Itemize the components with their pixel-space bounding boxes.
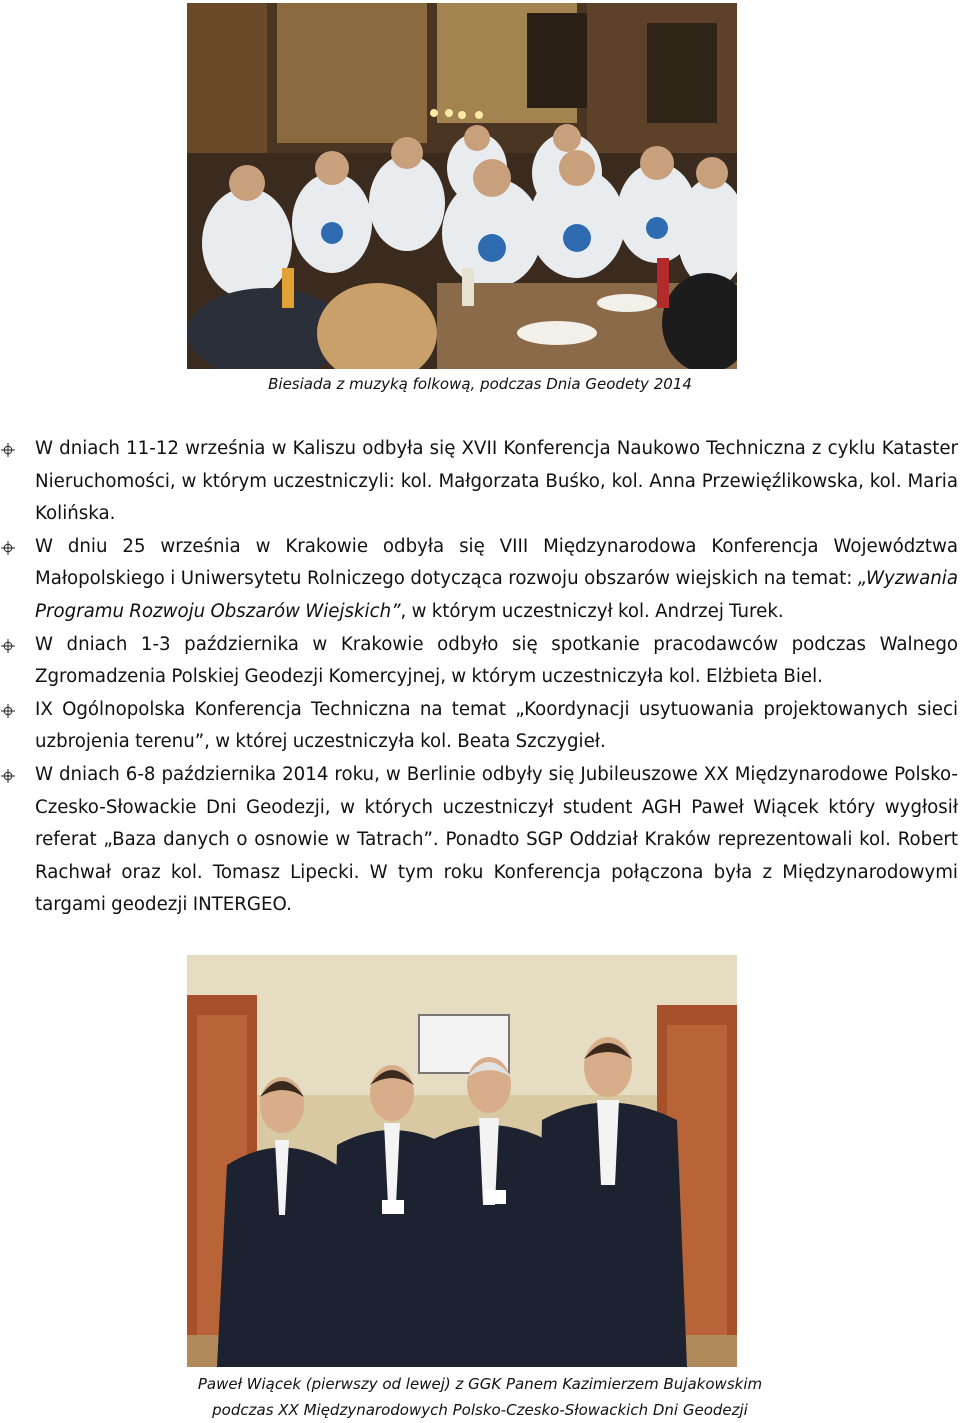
list-item-text: IX Ogólnopolska Konferencja Techniczna na temat „Koordynacji usytuowania projektowanych sieci uzbrojenia terenu”, w której uczestniczyła kol. Beata Szczygieł. xyxy=(35,698,958,753)
list-item xyxy=(0,759,960,922)
list-item xyxy=(0,531,960,629)
crosshair-bullet-icon xyxy=(1,443,15,457)
list-item xyxy=(0,694,960,759)
crosshair-bullet-icon xyxy=(1,541,15,555)
crosshair-bullet-icon xyxy=(1,704,15,718)
banquet-photo xyxy=(187,3,737,369)
crosshair-bullet-icon xyxy=(1,769,15,783)
conference-title: „Wyzwania Programu Rozwoju Obszarów Wiejskich” xyxy=(35,568,958,622)
list-item xyxy=(0,629,960,694)
list-item-text: W dniu 25 września w Krakowie odbyła się VIII Międzynarodowa Konferencja Województwa Małopolskiego i Uniwersytetu Rolniczego dotycząca rozwoju obszarów wiejskich na temat: „Wyzwania Programu Rozwoju Obszarów Wiejskich”, w którym uczestniczył kol. Andrzej Turek. xyxy=(35,535,958,622)
photo1-caption: Biesiada z muzyką folkową, podczas Dnia Geodety 2014 xyxy=(268,375,692,393)
list-item-text: W dniach 11-12 września w Kaliszu odbyła się XVII Konferencja Naukowo Techniczna z cyklu Kataster Nieruchomości, w którym uczestniczyli: kol. Małgorzata Buśko, kol. Anna Przewięźlikowska, kol. Maria Kolińska. xyxy=(35,438,958,525)
news-list xyxy=(0,433,960,922)
list-item-text: W dniach 6-8 października 2014 roku, w Berlinie odbyły się Jubileuszowe XX Międzynarodowe Polsko-Czesko-Słowackie Dni Geodezji, w których uczestniczył student AGH Paweł Wiącek który wygłosił referat „Baza danych o osnowie w Tatrach”. Ponadto SGP Oddział Kraków reprezentowali kol. Robert Rachwał oraz kol. Tomasz Lipecki. W tym roku Konferencja połączona była z Międzynarodowymi targami geodezji INTERGEO. xyxy=(35,763,958,916)
crosshair-bullet-icon xyxy=(1,639,15,653)
group-portrait-photo xyxy=(187,955,737,1367)
photo2-caption-line1: Paweł Wiącek (pierwszy od lewej) z GGK Panem Kazimierzem Bujakowskim xyxy=(197,1375,763,1393)
photo2-caption-line2: podczas XX Międzynarodowych Polsko-Czesko-Słowackich Dni Geodezji xyxy=(212,1401,748,1419)
list-item xyxy=(0,433,960,531)
list-item-text: W dniach 1-3 października w Krakowie odbyło się spotkanie pracodawców podczas Walnego Zgromadzenia Polskiej Geodezji Komercyjnej, w którym uczestniczyła kol. Elżbieta Biel. xyxy=(35,633,958,688)
